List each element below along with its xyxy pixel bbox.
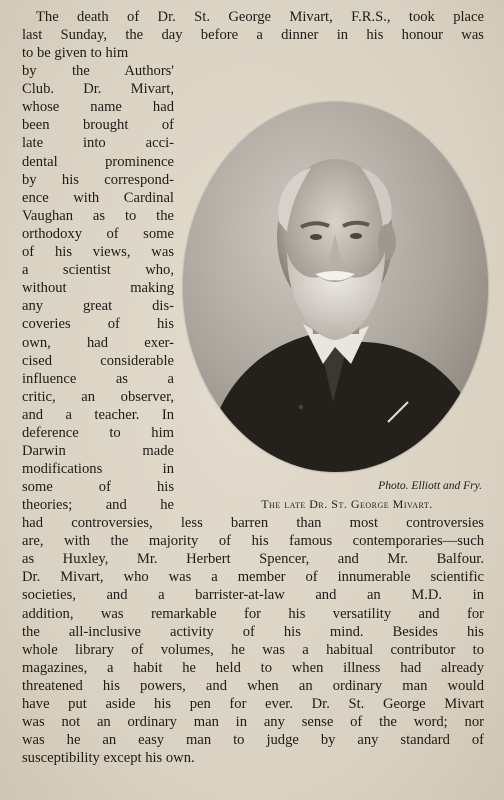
article-line: by the Authors': [22, 63, 174, 79]
article-line: modifications in: [22, 461, 174, 478]
article-line: have put aside his pen for ever. Dr. St. George Mivart: [22, 696, 484, 712]
article-line: susceptibility except his own.: [22, 750, 195, 767]
article-line: Dr. Mivart, who was a member of innumerable scientific: [22, 569, 484, 586]
article-line: The death of Dr. St. George Mivart, F.R.S., took place: [36, 9, 484, 25]
article-line: last Sunday, the day before a dinner in his honour was: [22, 27, 484, 44]
article-line: been brought of: [22, 117, 174, 134]
article-line: dental prominence: [22, 153, 174, 170]
article-line: any great dis-: [22, 298, 174, 315]
portrait-photo: [183, 102, 488, 472]
article-line: cised considerable: [22, 352, 174, 369]
article-line: critic, an observer,: [22, 388, 174, 405]
article-line: influence as a: [22, 370, 174, 387]
article-line: was not an ordinary man in any sense of the word; nor: [22, 714, 484, 731]
article-line: deference to him: [22, 425, 174, 441]
article-line: late into acci-: [22, 135, 174, 152]
article-line: magazines, a habit he held to when illness had already: [22, 659, 484, 676]
article-line: addition, was remarkable for his versatility and for: [22, 605, 484, 622]
article-line: whose name had: [22, 99, 174, 116]
article-line: coveries of his: [22, 316, 174, 333]
article-line: a scientist who,: [22, 262, 174, 279]
photo-credit: Photo. Elliott and Fry.: [378, 480, 482, 492]
article-line: Club. Dr. Mivart,: [22, 81, 174, 98]
article-line: of his views, was: [22, 244, 174, 260]
article-line: as Huxley, Mr. Herbert Spencer, and Mr. Balfour.: [22, 551, 484, 568]
article-line: orthodoxy of some: [22, 225, 174, 242]
article-line: and a teacher. In: [22, 406, 174, 423]
article-line: the all-inclusive activity of his mind. Besides his: [22, 623, 484, 640]
article-line: theories; and he: [22, 497, 174, 514]
article-line: whole library of volumes, he was a habitual contributor to: [22, 641, 484, 658]
article-line: Darwin made: [22, 443, 174, 460]
article-line: to be given to him: [22, 45, 129, 62]
article-line: are, with the majority of his famous contemporaries—such: [22, 533, 484, 550]
article-line: threatened his powers, and when an ordinary man would: [22, 677, 484, 694]
article-line: own, had exer-: [22, 334, 174, 351]
article-line: some of his: [22, 479, 174, 496]
article-line: had controversies, less barren than most controversies: [22, 515, 484, 531]
article-line: ence with Cardinal: [22, 189, 174, 206]
article-line: was he an easy man to judge by any standard of: [22, 732, 484, 749]
article-line: without making: [22, 280, 174, 297]
article-line: Vaughan as to the: [22, 207, 174, 224]
article-line: by his correspond-: [22, 171, 174, 188]
figure-caption: The late Dr. St. George Mivart.: [261, 497, 433, 511]
article-line: societies, and a barrister-at-law and an M.D. in: [22, 587, 484, 604]
